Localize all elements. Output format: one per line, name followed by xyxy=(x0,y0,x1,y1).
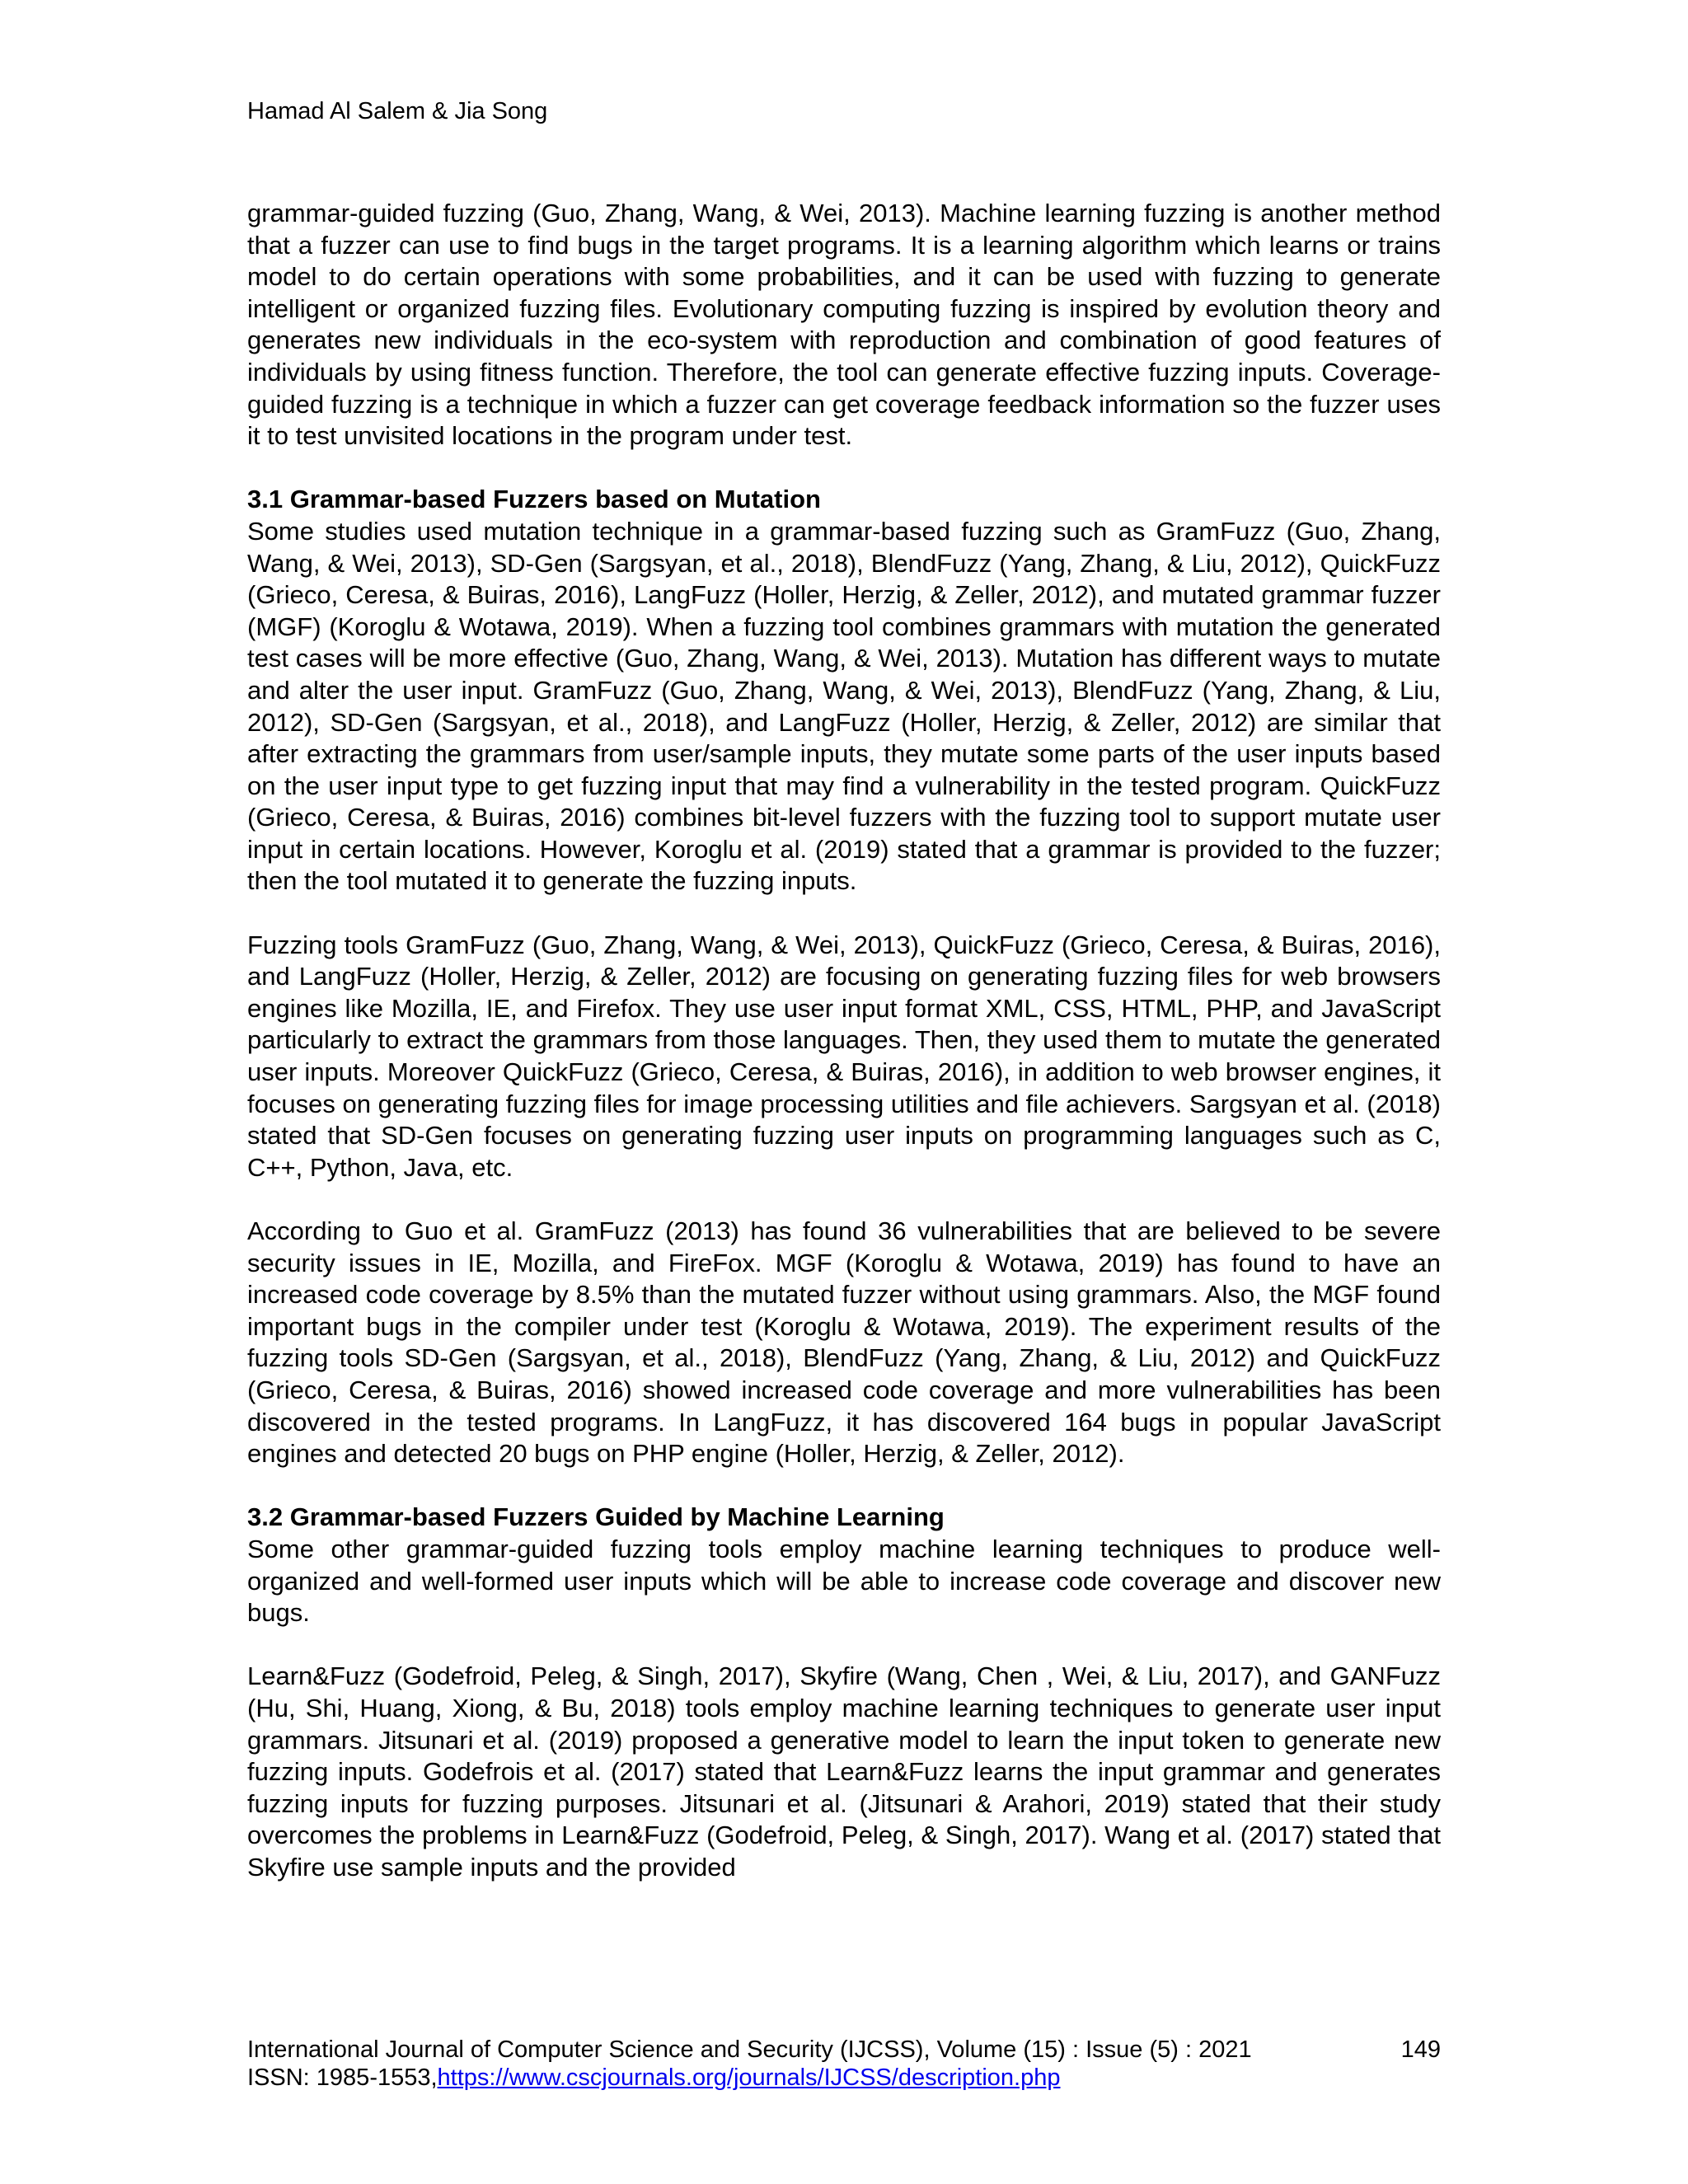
running-header-authors: Hamad Al Salem & Jia Song xyxy=(247,98,548,124)
footer-journal-citation: International Journal of Computer Science and Security (IJCSS), Volume (15) : Issue (5) : 2021 xyxy=(247,2036,1252,2063)
footer-issn-row xyxy=(247,2064,1441,2092)
section-3-1-heading: 3.1 Grammar-based Fuzzers based on Mutation xyxy=(247,485,821,514)
section-3-1-paragraph-3: According to Guo et al. GramFuzz (2013) has found 36 vulnerabilities that are believed to be severe security issues in IE, Mozilla, and FireFox. MGF (Koroglu & Wotawa, 2019) has found to have an increased code coverage by 8.5% than the mutated fuzzer without using grammars. Also, the MGF found important bugs in the compiler under test (Koroglu & Wotawa, 2019). The experiment results of the fuzzing tools SD-Gen (Sargsyan, et al., 2018), BlendFuzz (Yang, Zhang, & Liu, 2012) and QuickFuzz (Grieco, Ceresa, & Buiras, 2016) showed increased code coverage and more vulnerabilities has been discovered in the tested programs. In LangFuzz, it has discovered 164 bugs in popular JavaScript engines and detected 20 bugs on PHP engine (Holler, Herzig, & Zeller, 2012). xyxy=(247,1216,1441,1469)
journal-description-link[interactable]: https://www.cscjournals.org/journals/IJCSS/description.php xyxy=(437,2064,1061,2091)
article-body xyxy=(247,198,1441,1883)
page-number: 149 xyxy=(1400,2036,1441,2063)
page-footer xyxy=(247,2036,1441,2092)
section-3-1-paragraph-1: Some studies used mutation technique in a grammar-based fuzzing such as GramFuzz (Guo, Zhang, Wang, & Wei, 2013), SD-Gen (Sargsyan, et al., 2018), BlendFuzz (Yang, Zhang, & Liu, 2012), QuickFuzz (Grieco, Ceresa, & Buiras, 2016), LangFuzz (Holler, Herzig, & Zeller, 2012), and mutated grammar fuzzer (MGF) (Koroglu & Wotawa, 2019). When a fuzzing tool combines grammars with mutation the generated test cases will be more effective (Guo, Zhang, Wang, & Wei, 2013). Mutation has different ways to mutate and alter the user input. GramFuzz (Guo, Zhang, Wang, & Wei, 2013), BlendFuzz (Yang, Zhang, & Liu, 2012), SD-Gen (Sargsyan, et al., 2018), and LangFuzz (Holler, Herzig, & Zeller, 2012) are similar that after extracting the grammars from user/sample inputs, they mutate some parts of the user inputs based on the user input type to get fuzzing input that may find a vulnerability in the tested program. QuickFuzz (Grieco, Ceresa, & Buiras, 2016) combines bit-level fuzzers with the fuzzing tool to support mutate user input in certain locations. However, Koroglu et al. (2019) stated that a grammar is provided to the fuzzer; then the tool mutated it to generate the fuzzing inputs. xyxy=(247,516,1441,896)
section-3-2-paragraph-2: Learn&Fuzz (Godefroid, Peleg, & Singh, 2017), Skyfire (Wang, Chen , Wei, & Liu, 2017), and GANFuzz (Hu, Shi, Huang, Xiong, & Bu, 2018) tools employ machine learning techniques to generate user input grammars. Jitsunari et al. (2019) proposed a generative model to learn the input token to generate new fuzzing inputs. Godefrois et al. (2017) stated that Learn&Fuzz learns the input grammar and generates fuzzing inputs for fuzzing purposes. Jitsunari et al. (Jitsunari & Arahori, 2019) stated that their study overcomes the problems in Learn&Fuzz (Godefroid, Peleg, & Singh, 2017). Wang et al. (2017) stated that Skyfire use sample inputs and the provided xyxy=(247,1661,1441,1882)
footer-issn: ISSN: 1985-1553, xyxy=(247,2064,438,2091)
section-3-2-paragraph-1: Some other grammar-guided fuzzing tools employ machine learning techniques to produce well-organized and well-formed user inputs which will be able to increase code coverage and discover new bugs. xyxy=(247,1534,1441,1628)
section-3-1-paragraph-2: Fuzzing tools GramFuzz (Guo, Zhang, Wang, & Wei, 2013), QuickFuzz (Grieco, Ceresa, & Buiras, 2016), and LangFuzz (Holler, Herzig, & Zeller, 2012) are focusing on generating fuzzing files for web browsers engines like Mozilla, IE, and Firefox. They use user input format XML, CSS, HTML, PHP, and JavaScript particularly to extract the grammars from those languages. Then, they used them to mutate the generated user inputs. Moreover QuickFuzz (Grieco, Ceresa, & Buiras, 2016), in addition to web browser engines, it focuses on generating fuzzing files for image processing utilities and file achievers. Sargsyan et al. (2018) stated that SD-Gen focuses on generating fuzzing user inputs on programming languages such as C, C++, Python, Java, etc. xyxy=(247,930,1441,1182)
section-3-2-heading: 3.2 Grammar-based Fuzzers Guided by Machine Learning xyxy=(247,1502,945,1532)
footer-journal-row xyxy=(247,2036,1441,2064)
intro-paragraph: grammar-guided fuzzing (Guo, Zhang, Wang, & Wei, 2013). Machine learning fuzzing is another method that a fuzzer can use to find bugs in the target programs. It is a learning algorithm which learns or trains model to do certain operations with some probabilities, and it can be used with fuzzing to generate intelligent or organized fuzzing files. Evolutionary computing fuzzing is inspired by evolution theory and generates new individuals in the eco-system with reproduction and combination of good features of individuals by using fitness function. Therefore, the tool can generate effective fuzzing inputs. Coverage-guided fuzzing is a technique in which a fuzzer can get coverage feedback information so the fuzzer uses it to test unvisited locations in the program under test. xyxy=(247,199,1441,451)
